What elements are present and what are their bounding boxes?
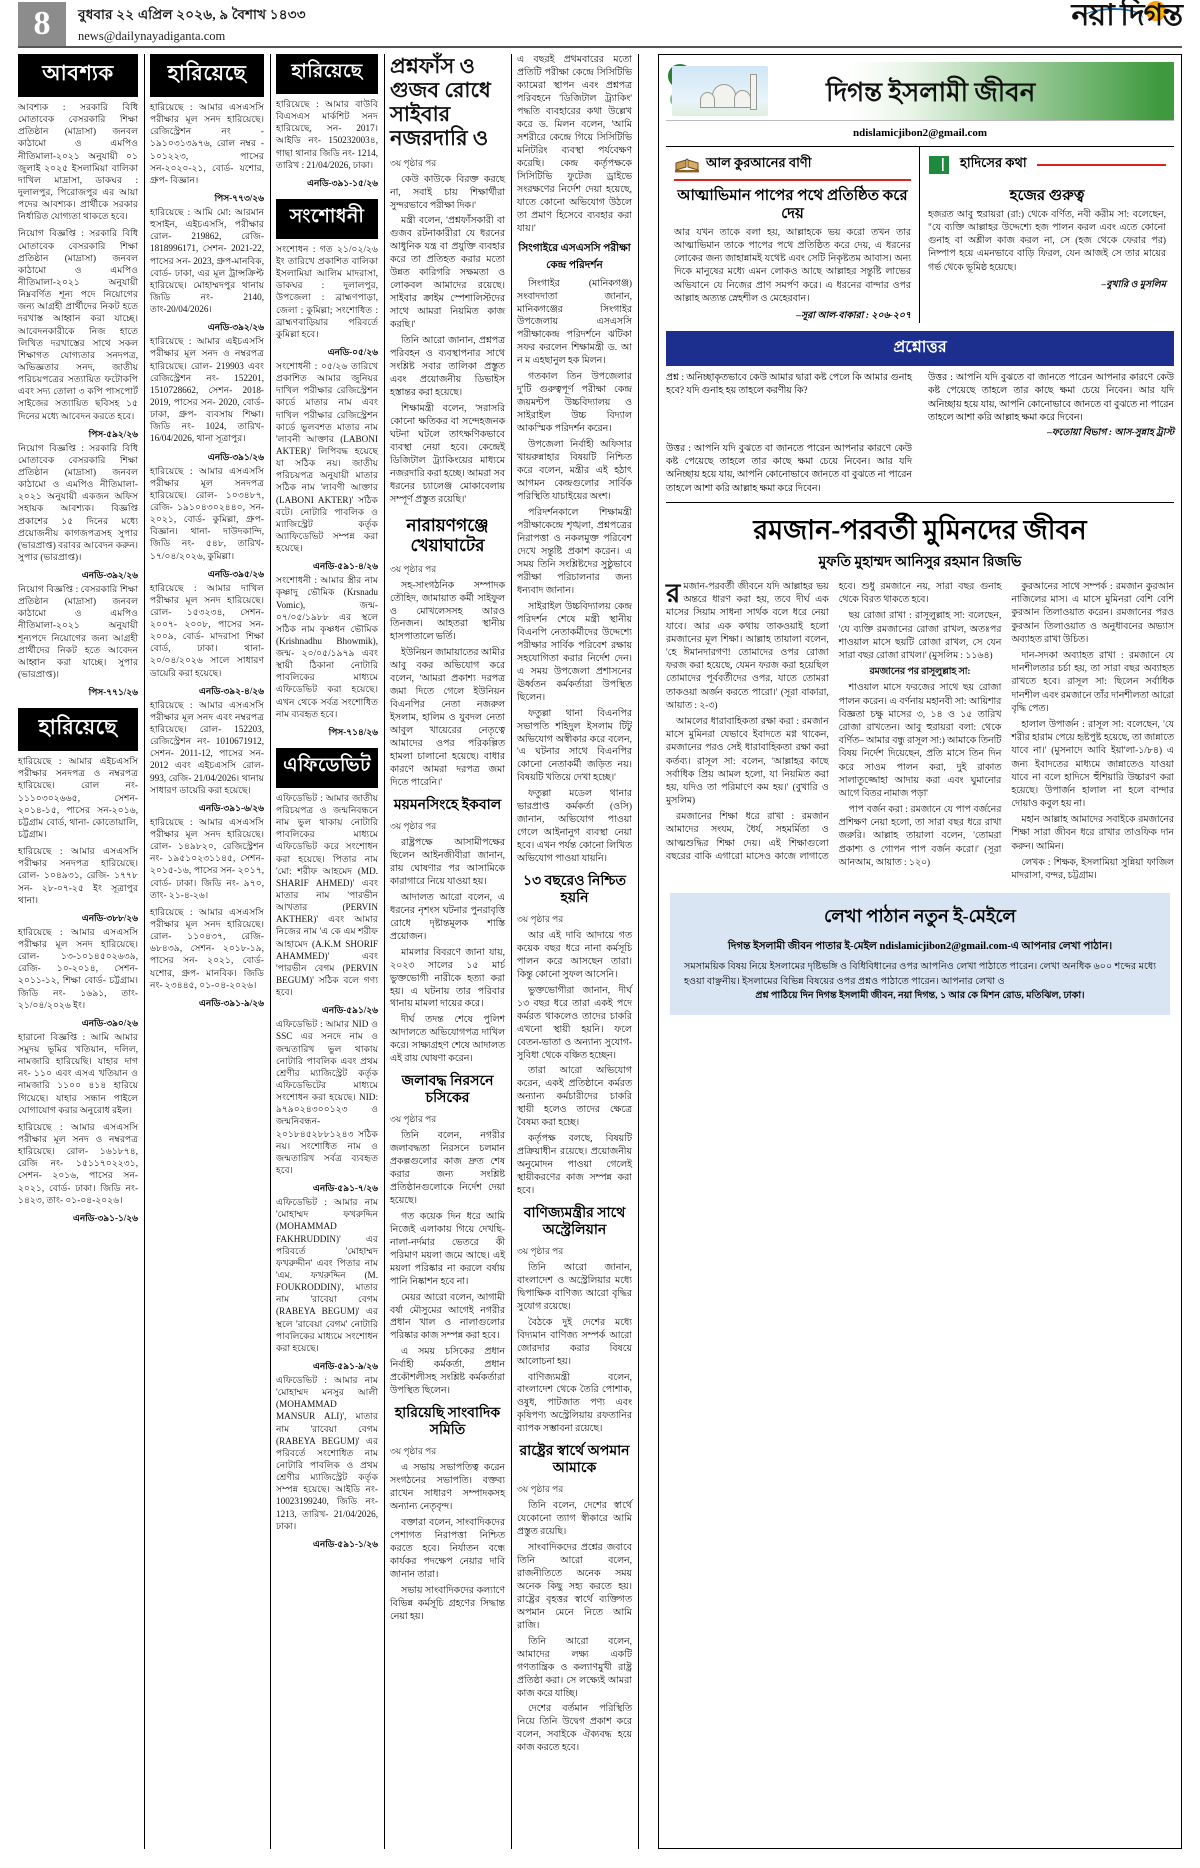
article-para: এ সময় চসিকের প্রধান নির্বাহী কর্মকর্তা, প্রধান প্রকৌশলীসহ সংশ্লিষ্ট কর্মকর্তারা উপস্থিত ছিলেন। — [390, 1347, 505, 1397]
article-para: সাংবাদিকদের প্রশ্নের জবাবে তিনি আরো বলেন, রাজনীতিতে অনেক সময় অনেক কিছু সহ্য করতে হয়। রাষ্ট্রের বৃহত্তর স্বার্থে ব্যক্তিগত অপমান মেনে নিতে আমি রাজি। — [517, 1542, 632, 1631]
classified-heading-hariyeche-1: হারিয়েছে — [150, 54, 264, 97]
column-rule-1 — [144, 54, 145, 1849]
article-para: রমজান-পরবর্তী জীবনে যদি আল্লাহর ভয় অন্তরে ধারণ করা হয়, তবে দীর্ঘ এক মাসের সিয়াম সাধনা সার্থক বলে ধরে নেয়া যাবে। আর এক কথায় তাকওয়াই হলো রমজানের মূল শিক্ষা। আল্লাহ তায়ালা বলেন, 'হে ঈমানদারগণ! তোমাদের ওপর রোজা ফরজ করা হয়েছে, যেমন ফরজ করা হয়েছিল তোমাদের পূর্ববর্তীদের ওপর, যাতে তোমরা তাকওয়া অর্জন করতে পারো।' (সূরা বাকারা, আয়াত : ২-৩) — [666, 579, 829, 711]
article-para: তিনি আরো বলেন, আমাদের লক্ষ্য একটি গণতান্ত্রিক ও কল্যাণমুখী রাষ্ট্র প্রতিষ্ঠা করা। সে লক্ষ্যেই আমরা কাজ করে যাচ্ছি। — [517, 1636, 632, 1699]
article-headline-rashtra: রাষ্ট্রের স্বার্থে অপমান আমাকে — [519, 1444, 630, 1477]
masthead — [0, 0, 1200, 48]
ad-item: হারিয়েছে : আমার দাখিল পরীক্ষার মূল সনদ হারিয়েছে। রোল- ১৫৩২৩৪, সেশন- ২০০৭- ২০০৮, পাসের সন- ২০০৯, বোর্ড- মাদরাসা শিক্ষা বোর্ড, ঢাকা। থানা- ২০/০৪/২০২৬ সালে সাধারণ ডায়েরি করা হয়েছে। — [150, 582, 264, 678]
ad-list-3b — [276, 243, 378, 740]
ad-ref: এনডি-৫৯১-৯/২৬ — [313, 1360, 378, 1371]
article-headline-journalist: হারিয়েছি সাংবাদিক সমিতি — [394, 1406, 501, 1439]
article-headline-cyber: প্রশ্নফাঁস ও গুজব রোধে সাইবার নজরদারি ও — [390, 54, 491, 151]
mosque-photo-icon — [672, 66, 768, 116]
qa-source: –ফতোয়া বিভাগ : আস-সুন্নাহ ট্রাস্ট — [1047, 428, 1174, 439]
ad-list-1 — [18, 101, 138, 700]
ad-item: হারিয়েছে : আমার এসএসসি পরীক্ষার মূল সনদ হারিয়েছে। রোল- ১৩-১০১৪৫০২৬৩৯, রেজি- ১০-২০১৪, সেশন- ২০১১-১২, শিক্ষা বোর্ড- চট্টগ্রাম। জিডি নং- ১৬৯১, তাং- ২১/০৪/২০২৬ ইং। — [18, 926, 138, 1010]
article-para: ভুক্তভোগীরা জানান, দীর্ঘ ১৩ বছর ধরে তারা একই পদে কর্মরত থাকলেও তাদের চাকরি এখনো স্থায়ী হয়নি। ফলে বেতন-ভাতা ও অন্যান্য সুযোগ-সুবিধা থেকে বঞ্চিত হচ্ছেন। — [517, 985, 632, 1061]
article-separator — [666, 502, 1174, 503]
qa-spacer — [920, 443, 1174, 496]
article-para: কর্তৃপক্ষ বলছে, বিষয়টি প্রক্রিয়াধীন রয়েছে। প্রয়োজনীয় অনুমোদন পাওয়া গেলেই স্থায়ীকরণের কাজ সম্পন্ন করা হবে। — [517, 1134, 632, 1197]
islamic-panel-email: ndislamicjibon2@gmail.com — [666, 121, 1174, 147]
ad-item: হারিয়েছে : আমার এসএসসি পরীক্ষার মূল সনদপত্র হারিয়েছে। রোল- ১০৩৪৮৭, রেজি- ১৯১০৪৩০২৪৪০, সন- ২০২১, বোর্ড- কুমিল্লা, গ্রুপ- বিজ্ঞান। থানা- দাউদকান্দি, জিডি নং- ৫৪৮, তারিখ- ১৭/০৪/২০২৬, কুমিল্লা। — [150, 465, 264, 561]
quran-body: আর যখন তাকে বলা হয়, আল্লাহকে ভয় করো তখন তার আত্মাভিমান তাকে পাপের পথে প্রতিষ্ঠিত করে দেয়, এ ধরনের লোকের জন্য জাহান্নামই যথেষ্ট এবং সেটি নিকৃষ্টতম আবাস। অন্য দিকে মানুষের মধ্যে এমন লোকও আছে আল্লাহর সন্তুষ্টি লাভের অভিযানে যে নিজের প্রাণ সমর্পণ করে। এ ধরনের বান্দার ওপর আল্লাহ অত্যন্ত স্নেহশীল ও মেহেরবান। — [674, 228, 911, 304]
article-para: সাইরাইল উচ্চবিদ্যালয় কেন্দ্র পরিদর্শন শেষে মন্ত্রী স্থানীয় বিএনপি নেতাকর্মীদের উদ্দেশ্যে পরীক্ষার সার্বিক পরিবেশ রক্ষায় সহযোগিতা করার নির্দেশ দেন। এ সময় উপজেলা প্রশাসনের ঊর্ধ্বতন কর্মকর্তারা উপস্থিত ছিলেন। — [517, 601, 632, 703]
ad-ref: এনডি-৩৮৮/২৬ — [81, 912, 138, 923]
qa-section-bar: প্রশ্নোত্তর — [666, 331, 1174, 366]
ad-item: হারানো বিজ্ঞপ্তি : আমি আমার সমুদয় ভূমির খতিয়ান, দলিল, নামজারি হারিয়েছি। যাহার দাগ নং- ১১০ এবং এসএ খতিয়ান ও নামজারি ১১০০ ৪১৪ হারিয়ে গিয়েছে। যাহার সন্ধান পাইলে যোগাযোগ করার অনুরোধ রইল। — [18, 1031, 138, 1115]
hadith-body: হজরত আবু হুরায়রা (রা:) থেকে বর্ণিত, নবী করীম সা: বলেছেন, "যে ব্যক্তি আল্লাহর উদ্দেশ্যে হজ পালন করল এবং এতে কোনো গুনাহ বা অশ্লীল কাজ করল না, সে (হজ থেকে ফেরার পর) নিষ্পাপ হয়ে এমনভাবে বাড়ি ফিরল, যেন আজই সে তার মায়ের গর্ভ থেকে ভূমিষ্ঠ হয়েছে। — [928, 210, 1166, 273]
islamic-panel-inner — [666, 62, 1174, 1015]
ad-item: হারিয়েছে : আমার এসএসসি পরীক্ষার মূল সনদ এবং নম্বরপত্র হারিয়েছে। রোল- 152203, রেজিস্ট্রেশন নং- 1010671912, সেশন- 2011-12, পাসের সন- 2012 এবং এইচএসসি রোল- 993, রেজি- 21/04/2026। থানায় সাধারণ ডায়েরি করা হয়েছে। — [150, 699, 264, 795]
quran-rule — [674, 179, 911, 181]
article-para: মহান আল্লাহ আমাদের সবাইকে রমজানের শিক্ষা সারা জীবন ধরে রাখার তাওফিক দান করুন। আমিন। — [1011, 815, 1174, 852]
hadith-rule — [928, 179, 1166, 181]
page-body — [18, 54, 1182, 1854]
ad-item: এফিডেভিট : আমার নাম 'মোহাম্মদ ফখরুদ্দিন (MOHAMMAD FAKHRUDDIN)' এর পরিবর্তে 'মোহাম্মদ ফখরুদ্দীন' এবং পিতার নাম 'এম. ফখরুদ্দিন (M. FOUKRODDIN)', মাতার নাম 'রাবেয়া বেগম (RABEYA BEGUM)' এর স্থলে 'রাবেয়া বেগম' নোটারি পাবলিকের মাধ্যমে সংশোধন করা হয়েছে। — [276, 1197, 378, 1353]
ad-item: সংশোধনী : ০৫/২৬ তারিখে প্রকাশিত আমার জুনিয়র দাখিল পরীক্ষার রেজিস্ট্রেশন কার্ডে মাতার নাম এবং দাখিল পরীক্ষার রেজিস্ট্রেশন কার্ডে ভুলবশত মাতার নাম 'লাবনী আক্তার (LABONI AKTER)' লিপিবদ্ধ হয়েছে যা সঠিক নয়। জাতীয় পরিচয়পত্র অনুযায়ী মাতার সঠিক নাম 'লাবণী আক্তার (LABONI AKTER)' সঠিক বটে। নোটারি পাবলিক ও ম্যাজিস্ট্রেট কর্তৃক অ্যাফিডেভিট সম্পন্ন করা হয়েছে। — [276, 360, 378, 554]
ad-item: সংশোধন : গত ২১/০২/২৬ ইং তারিখে প্রকাশিত বালিকা ইসলামিয়া আলিম মাদরাসা, ডাকঘর : দুলালপুর, উপজেলা : ব্রাহ্মণপাড়া, জেলা : কুমিল্লা; সংশোধিত : ব্রাহ্মণবাড়িয়ার পরিবর্তে কুমিল্লা হবে। — [276, 243, 378, 339]
article-para: মন্ত্রী বলেন, 'প্রশ্নফাঁসকারী বা গুজব রটনাকারীরা যে ধরনের আধুনিক যন্ত্র বা প্রযুক্তি ব্যবহার করে তা প্রতিহত করার মতো উন্নত কারিগরি সক্ষমতা ও লোকবল আমাদের রয়েছে। সাইবার ক্রাইম স্পেশালিস্টদের সাথে আমরা নিয়মিত কাজ করছি।' — [390, 216, 505, 331]
article-para: তিনি বলেন, দেশের স্বার্থে যেকোনো ত্যাগ স্বীকারে আমি প্রস্তুত রয়েছি। — [517, 1500, 632, 1537]
quran-label: আল কুরআনের বাণী — [706, 155, 812, 170]
column-rule-5 — [638, 54, 639, 1849]
classified-heading-shongshodhoni: সংশোধনী — [276, 199, 378, 239]
article-subhead: রমজানের পর রাসূলুল্লাহ সা: — [869, 667, 971, 678]
contact-email: news@dailynayadiganta.com — [78, 29, 226, 43]
ad-ref: এনডি-৩৯২/২৬ — [81, 570, 138, 581]
ad-item: হারিয়েছে : আমি মো: আরমান হুসাইন, এইচএসসি, পরীক্ষার রোল- 219862, রেজি- 1818996171, সেশন- 2021-22, পাসের সন- 2023, গ্রুপ-মানবিক, বোর্ড- ঢাকা, এর মূল ট্রান্সক্রিপ্ট হারিয়েছে। মোহাম্মদপুর থানায় জিডি নং- 2140, তাং-20/04/2026। — [150, 206, 264, 315]
submission-line-2: সমসাময়িক বিষয় নিয়ে ইসলামের দৃষ্টিভঙ্গি ও বিধিবিধানের ওপর আপনিও লেখা পাঠাতে পারেন। লেখা অনধিক ৬০০ শব্দের মধ্যে হওয়া বাঞ্ছনীয়। ইসলামের বিভিন্ন বিষয়ের ওপর প্রশ্নও পাঠাতে পারেন। আপনার লেখা ও — [684, 961, 1156, 987]
jump-line: ৩য় পৃষ্ঠার পর — [517, 1483, 564, 1494]
ad-list-2 — [150, 101, 264, 1011]
ad-ref: এনডি-৩৯১-১৫/২৬ — [307, 177, 378, 188]
article-para: রাষ্ট্রপক্ষে আসামীপক্ষের ছিলেন আইনজীবীরা জানান, রায় ঘোষণার পর আসামিকে কারাগারে নিয়ে যাওয়া হয়। — [390, 837, 505, 887]
qa-answer: উত্তর : আপনি যদি বুঝতে বা জানতে পারেন আপনার কারণে কেউ কষ্ট পেয়েছে তাহলে তার কাছে ক্ষমা চেয়ে নিবেন। আর যদি অনিচ্ছায় হয়ে যায়, আপনি কোনোভাবে জানতে বা বুঝতে না পারেন তাহলে আশা করি আল্লাহ ক্ষমা করে দিবেন। — [928, 372, 1174, 423]
ad-item: নিয়োগ বিজ্ঞপ্তি : সরকারি বিধি মোতাবেক বেসরকারি শিক্ষা প্রতিষ্ঠান (মাদ্রাসা) জনবল কাঠামো ও এমপিও নীতিমালা- ২০২১ অনুযায়ী একজন অফিস সহায়ক আবশ্যক। বিজ্ঞপ্তি প্রকাশের ১৫ দিনের মধ্যে প্রয়োজনীয় কাগজপত্রসহ সুপার (ভারপ্রাপ্ত) বরাবর আবেদন করুন। সুপার (ভারপ্রাপ্ত)। — [18, 442, 138, 562]
islamic-article-title: রমজান-পরবর্তী মুমিনদের জীবন — [753, 515, 1087, 546]
ad-item: এফিডেভিট : আমার NID ও SSC এর সনদে নাম ও জন্মতারিখ ভুল থাকায় নোটারি পাবলিক এবং প্রথম শ্রেণীর ম্যাজিস্ট্রেট কর্তৃক এফিডেভিটের মাধ্যমে সংশোধন করা হয়েছে। NID: ৯৭৯০২৪৩০০১২৩ ও জন্মনিবন্ধন- ২০১৮৪৫২৮৮১২৪৩ সঠিক নয়। সংশোধিত নাম ও জন্মতারিখ সর্বত্র ব্যবহৃত হবে। — [276, 1019, 378, 1175]
hadith-label: হাদিসের কথা — [960, 155, 1027, 170]
article-para: ইউনিয়ন জামায়াতের আমীর আবু বকর অভিযোগ করে বলেন, 'আমরা প্রকাশ্য দরপত্র জমা দিতে গেলে ইউনিয়ন বিএনপির নেতা নজরুল ইসলাম, হালিম ও যুবদল নেতা আবুল খায়েরের নেতৃত্বে আমাদের ওপর পরিকল্পিত হামলা চালানো হয়েছে। বাধার কারণে আমরা দরপত্র জমা দিতে পারেনি।' — [390, 648, 505, 789]
ad-item: নিয়োগ বিজ্ঞপ্তি : সরকারি বিধি মোতাবেক বেসরকারি শিক্ষা প্রতিষ্ঠান (মাদ্রাসা) জনবল কাঠামো ও এমপিও নীতিমালা-২০২১ অনুযায়ী নিম্নবর্ণিত শূন্য পদে নিয়োগের জন্য আগ্রহী প্রার্থীদের নিকট হতে দরখাস্ত আহ্বান করা যাচ্ছে। আবেদনকারীকে নিজ হাতে লিখিত দরখাস্তের সাথে সকল শিক্ষাগত যোগ্যতার সনদপত্র, অভিজ্ঞতার সনদ, জাতীয় পরিচয়পত্রের সত্যায়িত ফটোকপি এবং সদ্য তোলা ৩ কপি পাসপোর্ট সাইজের সত্যায়িত ছবিসহ ১৫ দিনের মধ্যে আবেদন করতে হবে। — [18, 228, 138, 421]
quran-section-title — [674, 154, 911, 175]
submission-line-1: দিগন্ত ইসলামী জীবন পাতার ই-মেইল ndislamicjibon2@gmail.com-এ আপনার লেখা পাঠান। — [727, 941, 1113, 953]
article-para: দান-সদকা অব্যাহত রাখা : রমজানে যে দানশীলতার চর্চা হয়, তা সারা বছর অব্যাহত রাখতে হবে। রাসূল সা: ছিলেন সর্বাধিক দানশীল এবং রমজানে তাঁর দানশীলতা আরো বৃদ্ধি পেত। — [1011, 651, 1174, 714]
ad-item: নিয়োগ বিজ্ঞপ্তি : বেসরকারি শিক্ষা প্রতিষ্ঠান (মাদ্রাসা) জনবল কাঠামো ও এমপিও নীতিমালা-২০২১ অনুযায়ী শূন্যপদে নিয়োগের জন্য আগ্রহী প্রার্থীদের নিকট হতে আবেদন আহ্বান করা যাচ্ছে। সুপার (ভারপ্রাপ্ত)। — [18, 584, 138, 680]
ad-item: এফিডেভিট : আমার জাতীয় পরিচয়পত্র ও জন্মনিবন্ধনে নাম ভুল থাকায় নোটারি পাবলিকের মাধ্যমে এফিডেভিট করে সংশোধন করা হয়েছে। পিতার নাম 'মো: শরীফ আহমেদ (MD. SHARIF AHMED)' এবং মাতার নাম 'পারভীন আখতার (PERVIN AKTHER)' এবং আমার নিজের নাম 'এ কে এম শরীফ আহামেদ (A.K.M SHORIF AHAMMED)' এবং 'পারভীন বেগম (PERVIN BEGUM)' সঠিক বলে গণ্য হবে। — [276, 792, 378, 998]
jump-line: ৩য় পৃষ্ঠার পর — [517, 1245, 564, 1256]
article-para: বাণিজ্যমন্ত্রী বলেন, বাংলাদেশ থেকে তৈরি পোশাক, ওষুধ, পাটজাত পণ্য এবং কৃষিপণ্য অস্ট্রেলিয়ায় রফতানির ব্যাপক সম্ভাবনা রয়েছে। — [517, 1372, 632, 1435]
article-para: আর এই দাবি আদায়ে গত কয়েক বছর ধরে নানা কর্মসূচি পালন করে আসছেন তারা। কিন্তু কোনো সুফল আসেনি। — [517, 930, 632, 980]
column-rule-4 — [511, 54, 512, 1849]
jump-line: ৩য় পৃষ্ঠার পর — [390, 563, 437, 574]
article-para: তিনি আরো জানান, প্রশ্নপত্র পরিবহন ও ব্যবস্থাপনার সাথে সংশ্লিষ্ট সবার তালিকা প্রস্তুত এবং প্রয়োজনীয় ডিভাইস হস্তান্তর করা হয়েছে। — [390, 336, 505, 399]
ad-item: আবশ্যক : সরকারি বিধি মোতাবেক বেসরকারি শিক্ষা প্রতিষ্ঠান (মাদ্রাসা) জনবল কাঠামো ও এমপিও নীতিমালা-২০২১ অনুযায়ী ০১ জুলাই ২০২৫ ইসলামিয়া বালিকা দাখিল মাদ্রাসা, ডাকঘর : দুলালপুর, পিরোজপুর এর আয়া পদের আবশ্যক। প্রার্থীকে সরকার নির্ধারিত যোগ্যতা থাকতে হবে। — [18, 102, 138, 222]
article-byline-note: লেখক : শিক্ষক, ইসলামিয়া সুন্নিয়া ফাজিল মাদরাসা, বন্দর, চট্টগ্রাম। — [1011, 857, 1174, 882]
article-para: সভায় সাংবাদিকদের কল্যাণে বিভিন্ন কর্মসূচি গ্রহণের সিদ্ধান্ত নেয়া হয়। — [390, 1585, 505, 1622]
ad-ref: এনডি-৩৯০/২৬ — [81, 1017, 138, 1028]
ad-item: হারিয়েছে : আমার এসএসসি পরীক্ষার মূল সনদ হারিয়েছে। রেজিস্ট্রেশন নং - ১৯১০৩১৩৯৭৬, রোল নম্বর - ১০১২২৩, পাসের সন-২০২০-২১, বোর্ড- যশোর, গ্রুপ- বিজ্ঞান। — [150, 102, 264, 185]
jump-line: ৩য় পৃষ্ঠার পর — [390, 1445, 437, 1456]
qa-section-cont — [666, 443, 1174, 496]
article-para: মেয়র আরো বলেন, আগামী বর্ষা মৌসুমের আগেই নগরীর প্রধান খাল ও নালাগুলোর পরিষ্কার কাজ সম্পন্ন করা হবে। — [390, 1292, 505, 1342]
masthead-rule — [18, 46, 1182, 48]
classified-heading-hariyeche-2: হারিয়েছে — [18, 708, 138, 751]
column-rule-2 — [270, 54, 271, 1849]
article-para: কেউ কাউকে বিরক্ত করছে না, সবাই চায় শিক্ষার্থীরা সুন্দরভাবে পরীক্ষা দিক।' — [390, 174, 505, 211]
newspaper-logo — [1071, 0, 1182, 42]
mosque-crescent-icon — [928, 155, 954, 175]
ad-ref: এনডি-৩৯১-৬/২৬ — [199, 802, 264, 813]
classified-heading-affidavit: এফিডেভিট — [276, 748, 378, 788]
article-para: সহ-সাংগঠনিক সম্পাদক তৌহিদ, জামায়াত কর্মী সাইফুল ও মোখলেসসহ আরও তিনজন। আহতরা স্থানীয় হাসপাতালে ভর্তি। — [390, 580, 505, 643]
article-para: শাওয়াল মাসে ফরজের সাথে ছয় রোজা পালন করেন। এ বর্ণনায় মহানবী সা: আয়িশার বিজ্ঞতা চক্ষু মাসের ৩, ১৪ ও ১৫ তারিখ রোজা রাখতেন। আবু হুরায়রা বলা: থেকে বর্ণিত– আমার বন্ধু রাসূল সা:) আমাকে তিনটি বিষয় নির্দেশ দিয়েছেন, প্রতি মাসে তিন দিন করে সাওম পালন করা, দুই রাকাত সালাতুজ্জোহা আদায় করা এবং ঘুমানোর আগে বিতর নামাজ পড়া' — [838, 683, 1002, 799]
submission-box — [670, 893, 1170, 1015]
qa-answer-cont: উত্তর : আপনি যদি বুঝতে বা জানতে পারেন আপনার কারণে কেউ কষ্ট পেয়েছে তাহলে তার কাছে ক্ষমা চেয়ে নিবেন। আর যদি অনিচ্ছায় হয়ে যায়, আপনি কোনোভাবে জানতে বা বুঝতে না পারেন তাহলে আশা করি আল্লাহ ক্ষমা করে দিবেন। — [666, 443, 912, 494]
submission-line-3: প্রশ্ন পাঠিয়ে দিন দিগন্ত ইসলামী জীবন, নয়া দিগন্ত, ১ আর কে মিশন রোড, মতিঝিল, ঢাকা। — [755, 989, 1085, 1001]
article-para: মামলার বিবরণে জানা যায়, ২০২৩ সালের ১৫ মার্চ ভুক্তভোগী নারীকে হত্যা করা হয়। এ ঘটনায় তার পরিবার থানায় মামলা দায়ের করে। — [390, 947, 505, 1010]
classified-column-1 — [18, 54, 138, 1226]
article-para: উপজেলা নির্বাহী অফিসার খায়রুন্নাহার বিষয়টি নিশ্চিত করে বলেন, মন্ত্রীর এই হঠাৎ আগমন কেন্দ্রগুলোর সার্বিক পরিস্থিতি যাচাইয়ের অংশ। — [517, 440, 632, 503]
article-para: এ বছরই প্রথমবারের মতো প্রতিটি পরীক্ষা কেন্দ্রে সিসিটিভি ক্যামেরা স্থাপন এবং প্রশ্নপত্র পরিবহনে 'ডিজিটাল ট্র্যাকিং' পদ্ধতি ব্যবহারের কথা উল্লেখ করে ড. মিলন বলেন, 'আমি সশরীরে কেন্দ্রে গিয়ে সিসিটিভি মনিটরিং ব্যবস্থা পর্যবেক্ষণ করেছি। কেন্দ্র কর্তৃপক্ষকে সিসিটিভি ফুটেজ ড্রাইভে সংরক্ষণের নির্দেশ দেয়া হয়েছে, যাতে কোনো অভিযোগ উঠলে তা প্রমাণ হিসেবে ব্যবহার করা যায়।' — [517, 55, 632, 234]
article-para: গতকাল তিন উপজেলার দু'টি গুরুত্বপূর্ণ পরীক্ষা কেন্দ্র জয়মন্টপ উচ্চবিদ্যালয় ও সাইরাইল উচ্চ বিদ্যাল আকস্মিক পরিদর্শন করেন। — [517, 372, 632, 435]
news-column-1 — [390, 54, 505, 1627]
publication-date: বুধবার ২২ এপ্রিল ২০২৬, ৯ বৈশাখ ১৪৩৩ — [78, 7, 306, 22]
article-para: ছয় রোজা রাখা : রাসূলুল্লাহ সা: বলেছেন, 'যে ব্যক্তি রমজানের রোজা রাখল, অতঃপর শাওয়াল মাসে ছয়টি রোজা রাখল, সে যেন সারা বছর রোজা রাখল।' (মুসলিম : ১১৬৪) — [838, 611, 1002, 662]
news-column-2 — [517, 54, 632, 1758]
ad-ref: পিস-৭৭১/২৬ — [88, 687, 138, 698]
islamic-life-panel — [658, 54, 1182, 1849]
article-para: তিনি বলেন, নগরীর জলাবদ্ধতা নিরসনে চলমান প্রকল্পগুলোর কাজ দ্রুত শেষ করার জন্য সংশ্লিষ্ট প্রতিষ্ঠানগুলোকে নির্দেশ দেয়া হয়েছে। — [390, 1130, 505, 1206]
ad-ref: এনডি-৩৯১-৯/২৬ — [199, 997, 264, 1008]
article-headline-13-years: ১৩ বছরেও নিশ্চিত হয়নি — [522, 874, 627, 906]
qa-section — [666, 372, 1174, 441]
classified-heading-abashyak: আবশ্যক — [18, 54, 138, 97]
article-para: ফতুল্লা মডেল থানার ভারপ্রাপ্ত কর্মকর্তা (ওসি) জানান, অভিযোগ পাওয়া গেলে আইনানুগ ব্যবস্থা নেয়া হবে। এখন পর্যন্ত কোনো লিখিত অভিযোগ পাওয়া যায়নি। — [517, 789, 632, 865]
islamic-panel-title: দিগন্ত ইসলামী জীবন — [826, 78, 1036, 107]
classified-heading-hariyeche-3: হারিয়েছে — [276, 54, 378, 94]
article-para: শিক্ষামন্ত্রী বলেন, 'সরাসরি কোনো ক্ষতিকর বা সন্দেহজনক ঘটনা ঘটলে তাৎক্ষণিকভাবে ব্যবস্থা নেয়া হবে। কেন্দ্রেই ডিজিটাল ট্র্যাকিংয়ের মাধ্যমে নজরদারি করা হচ্ছে। আমরা সব ধরনের চ্যালেঞ্জ মোকাবেলায় সম্পূর্ণ প্রস্তুত রয়েছি।' — [390, 404, 505, 505]
submission-title: লেখা পাঠান নতুন ই-মেইলে — [824, 906, 1016, 927]
islamic-panel-banner — [666, 62, 1174, 121]
islamic-article-author: মুফতি মুহাম্মদ আনিসুর রহমান রিজভি — [818, 555, 1022, 571]
ad-item: হারিয়েছে : আমার এসএসসি পরীক্ষার মূল সনদ হারিয়েছে। রোল- ১৪৯৮২০, রেজিস্ট্রেশন নং- ১৯৫১০২৩১১৪৫, সেশন- ২০১৫-১৬, পাসের সন- ২০১৭, বোর্ড- ঢাকা। জিডি নং- ৯৭০, তাং- ২১-৪-২৬। — [150, 816, 264, 900]
ad-ref: এনডি-৩৯১/২৬ — [207, 451, 264, 462]
article-para: সিংগাইর (মানিকগঞ্জ) সংবাদদাতা জানান, মানিকগঞ্জের সিংগাইর উপজেলায় এসএসসি পরীক্ষাকেন্দ্র পরিদর্শনে ঝটিকা সফর করলেন শিক্ষামন্ত্রী ড. আ ন ম এহছানুল হক মিলন। — [517, 278, 632, 367]
column-rule-3 — [384, 54, 385, 1849]
ad-ref: এনডি-৩৯২/২৬ — [207, 322, 264, 333]
ad-item: হারিয়েছে : আমার এইচএসসি পরীক্ষার সনদপত্র ও নম্বরপত্র হারিয়েছে। রোল নং- ১১১০৩০২৬৬৫, সেশন- ২০১৪-১৫, পাসের সন-২০১৬, চট্টগ্রাম বোর্ড, থানা- কোতোয়ালি, চট্টগ্রাম। — [18, 756, 138, 840]
ad-ref: এনডি-৫৯১-৪/২৬ — [313, 561, 378, 572]
hadith-title-line — [1037, 164, 1166, 166]
ad-ref: এনডি-৫৯১/২৬ — [321, 1005, 378, 1016]
jump-line: ৩য় পৃষ্ঠার পর — [517, 913, 564, 924]
article-para: পাপ বর্জন করা : রমজানে যে পাপ বর্জনের প্রশিক্ষণ নেয়া হলো, তা সারা বছর ধরে রাখা জরুরি। আল্লাহ তায়ালা বলেন, 'তোমরা প্রকাশ্য ও গোপন পাপ বর্জন করো।' (সূরা আনআম, আয়াত : ১২০) — [838, 805, 1002, 868]
hadith-heading: হজের গুরুত্ব — [1009, 188, 1085, 204]
qa-answer-wrap — [920, 372, 1174, 441]
ad-ref: এনডি-৩৯১-১/২৬ — [73, 1212, 138, 1223]
article-para: রমজানের শিক্ষা ধরে রাখা : রমজান আমাদের সংযম, ধৈর্য, সহমর্মিতা ও আত্মশুদ্ধির শিক্ষা দেয়। এই শিক্ষাগুলো বছরের বাকি এগারো মাসেও কাজে লাগাতে হবে। শুধু রমজানে নয়, সারা বছর গুনাহ থেকে বিরত থাকতে হবে। — [666, 582, 1002, 862]
ad-ref: এনডি-৫৯১-৭/২৬ — [313, 1183, 378, 1194]
article-para: বৈঠকে দুই দেশের মধ্যে বিদ্যমান বাণিজ্য সম্পর্ক আরো জোরদার করার বিষয়ে আলোচনা হয়। — [517, 1317, 632, 1367]
article-headline-mymensingh: ময়মনসিংহে ইকবাল — [393, 798, 502, 814]
classified-column-2 — [150, 54, 264, 1011]
ad-list-1b — [18, 755, 138, 1226]
ad-item: হারিয়েছে : আমার এইচএসসি পরীক্ষার মূল সনদ ও নম্বরপত্র হারিয়েছে। রোল- 219903 এবং রেজিস্ট্রেশন নং- 152201, 1510728662, সেশন- 2018-2019, পাসের সন- 2020, বোর্ড- ঢাকা, গ্রুপ- ব্যবসায় শিক্ষা। জিডি নং- 1024, তারিখ- 16/04/2026, থানা সূত্রাপুর। — [150, 336, 264, 444]
article-para: দেশের বর্তমান পরিস্থিতি নিয়ে তিনি উদ্বেগ প্রকাশ করে বলেন, সবাইকে ঐক্যবদ্ধ হয়ে কাজ করতে হবে। — [517, 1704, 632, 1754]
article-para: দীর্ঘ তদন্ত শেষে পুলিশ আদালতে অভিযোগপত্র দাখিল করে। সাক্ষ্যগ্রহণ শেষে আদালত এই রায় ঘোষণা করেন। — [390, 1015, 505, 1065]
ad-item: হারিয়েছে : আমার এসএসসি পরীক্ষার মূল সনদ ও নম্বরপত্র হারিয়েছে। রোল- ১৬১৮৭৪, রেজি নং- ১৫১১৭০২২৩১, সেশন- ২০১৬, পাসের সন- ২০২১, বোর্ড- ঢাকা। জিডি নং- ১৪২৩, তাং- ০১-০৪-২০২৬। — [18, 1121, 138, 1205]
article-para: আমলের ধারাবাহিকতা রক্ষা করা : রমজান মাসে মুমিনরা যেভাবে ইবাদতে মগ্ন থাকেন, রমজানের পরও সেই ধারাবাহিকতা রক্ষা করা কর্তব্য। রাসূল সা: বলেন, 'আল্লাহর কাছে সর্বাধিক প্রিয় আমল হলো, যা নিয়মিত করা হয়, যদিও তা পরিমাণে কম হয়।' (বুখারি ও মুসলিম) — [666, 716, 829, 807]
article-headline-australian: বাণিজ্যমন্ত্রীর সাথে অস্ট্রেলিয়ান — [523, 1206, 626, 1238]
ad-ref: পিস-৭৭৩/২৬ — [214, 192, 264, 203]
quran-heading: আত্মাভিমান পাপের পথে প্রতিষ্ঠিত করে দেয় — [677, 188, 908, 222]
article-para: আদালত আরো বলেন, এ ধরনের নৃশংস ঘটনার পুনরাবৃত্তি রোধে দৃষ্টান্তমূলক শাস্তি প্রয়োজন। — [390, 892, 505, 942]
ad-item: হারিয়েছে : আমার এসএসসি পরীক্ষার সনদপত্র হারিয়েছে। রোল- ১০৪৯৩১, রেজি- ১৭৭৮ সন- ২৮-০৭-২৫ ইং সূত্রাপুর থানা। — [18, 846, 138, 905]
article-para: বক্তারা বলেন, সাংবাদিকদের পেশাগত নিরাপত্তা নিশ্চিত করতে হবে। নির্যাতন বন্ধে কার্যকর পদক্ষেপ নেয়ার দাবি জানান তারা। — [390, 1517, 505, 1580]
classified-column-3 — [276, 54, 378, 1552]
article-para: তিনি আরো জানান, বাংলাদেশ ও অস্ট্রেলিয়ার মধ্যে দ্বিপাক্ষিক বাণিজ্য আরো বৃদ্ধির সুযোগ রয়েছে। — [517, 1262, 632, 1312]
ad-ref: এনডি-০৫/২৬ — [327, 346, 378, 357]
article-headline-narayanganj: নারায়ণগঞ্জে খেয়াঘাটের — [406, 515, 489, 556]
article-para: ফতুল্লা থানা বিএনপির সভাপতি শহিদুল ইসলাম টিটু অভিযোগ অস্বীকার করে বলেন, 'এ ঘটনার সাথে বিএনপির কোনো নেতাকর্মী জড়িত নয়। বিষয়টি খতিয়ে দেখা হচ্ছে।' — [517, 708, 632, 784]
open-book-icon — [674, 155, 700, 175]
hadith-source: –বুখারি ও মুসলিম — [1101, 279, 1166, 290]
ad-ref: পিস-৭১৪/২৬ — [328, 726, 378, 737]
quran-hadith-row — [666, 147, 1174, 323]
qa-question: প্রশ্ন : অনিচ্ছাকৃতভাবে কেউ আমার দ্বারা কষ্ট পেলে কি আমার গুনাহ হবে? যদি গুনাহ হয় তাহলে করণীয় কি? — [666, 372, 912, 397]
article-subhead-singair: সিংগাইরে এসএসসি পরীক্ষা কেন্দ্র পরিদর্শন — [518, 242, 631, 271]
quran-section — [666, 147, 920, 323]
dateline — [78, 4, 306, 44]
ad-ref: পিস-৫৯২/২৬ — [88, 428, 138, 439]
ad-item: হারিয়েছে : আমার বাউবি বিএসএস মার্কশিট সনদ হারিয়েছে, সন- 2017। আইডি নং- 150232003৪, গাছা থানার জিডি নং- 1214, তারিখ : 21/04/2026, ঢাকা। — [276, 99, 378, 170]
hadith-section-title — [928, 154, 1166, 175]
hadith-section — [920, 147, 1174, 323]
ad-ref: এনডি-৩৯২-৪/২৬ — [199, 685, 264, 696]
ad-list-3a — [276, 98, 378, 191]
page-number: 8 — [18, 2, 66, 46]
jump-line: ৩য় পৃষ্ঠার পর — [390, 820, 437, 831]
ad-item: হারিয়েছে : আমার এসএসসি পরীক্ষার মূল সনদ হারিয়েছে। রোল- ১১০৪৩৭, রেজি- ৬৮৪৩৯, সেশন- ২০১৮-১৯, পাসের সন- ২০২১, বোর্ড- যশোর, গ্রুপ- মানবিক। জিডি নং- ২৩৪৪৫, ০১-০৪-২০২৬। — [150, 906, 264, 990]
article-para: কুরআনের সাথে সম্পর্ক : রমজান কুরআন নাজিলের মাস। এ মাসে মুমিনরা বেশি বেশি কুরআন তিলাওয়াত করেন। রমজানের পরও কুরআন তিলাওয়াত ও অনুধাবনের অভ্যাস অব্যাহত রাখা উচিত। — [1011, 582, 1174, 645]
article-para: এ সভায় সভাপতিত্ব করেন সংগঠনের সভাপতি। বক্তব্য রাখেন সাধারণ সম্পাদকসহ অন্যান্য নেতৃবৃন্দ। — [390, 1462, 505, 1512]
ad-item: এফিডেভিট : আমার নাম 'মোহাম্মদ মনসুর আলী (MOHAMMAD MANSUR ALI)', মাতার নাম 'রাবেয়া বেগম (RABEYA BEGUM)' এর পরিবর্তে সংশোধিত নাম নোটারি পাবলিক ও প্রথম শ্রেণীর ম্যাজিস্ট্রেট কর্তৃক সম্পন্ন হয়েছে। আইডি নং- 10023199240, জিডি নং- 1213, তারিখ- 21/04/2026, ঢাকা। — [276, 1374, 378, 1531]
quran-source: –সূরা আল-বাকারা : ২০৬-২০৭ — [796, 310, 911, 321]
ad-ref: এনডি-৫৯১-১/২৬ — [313, 1538, 378, 1549]
islamic-article-body — [666, 581, 1174, 883]
jump-line: ৩য় পৃষ্ঠার পর — [390, 1113, 437, 1124]
ad-list-3c — [276, 792, 378, 1552]
article-para: পরিদর্শনকালে শিক্ষামন্ত্রী পরীক্ষাকেন্দ্রে শৃঙ্খলা, প্রশ্নপত্রের নিরাপত্তা ও নকলমুক্ত পরিবেশ দেখে সন্তুষ্টি প্রকাশ করেন। এ সময় তিনি সংশ্লিষ্টদের সুষ্ঠুভাবে পরীক্ষা পরিচালনার জন্য ধন্যবাদ জানান। — [517, 508, 632, 596]
article-headline-chasik: জলাবদ্ধ নিরসনে চসিকের — [401, 1074, 494, 1107]
article-para: হালাল উপার্জন : রাসূল সা: বলেছেন, 'যে শরীর হারাম পেয়ে হৃষ্টপুষ্ট হয়েছে, তা জান্নাতে যাবে না।' (মুসনাদে আবি ইয়া'লা-১/৮৪) এ জন্য ইবাদতের মাধ্যমে জান্নাতেও যাওয়া যাবে না বলে হাদিসে হুঁশিয়ারি উচ্চারণ করা হয়েছে। উপার্জন হালাল না হলে বান্দার দোয়াও কবুল হয় না। — [1011, 719, 1174, 810]
ad-ref: এনডি-৩৯৫/২৬ — [207, 568, 264, 579]
logo-wordmark: নয়া দিগন্ত — [1071, 0, 1182, 32]
article-para: গত কয়েক দিন ধরে আমি নিজেই এলাকায় গিয়ে দেখছি- নালা-নর্দমার ভেতরে কী পরিমাণ ময়লা জমে আছে। এই ময়লা পরিষ্কার না করলে বর্ষায় পানি নিষ্কাশন হবে না। — [390, 1211, 505, 1287]
ad-item: সংশোধনী : আমার স্ত্রীর নাম কৃষ্ণাদু ভৌমিক (Krsnadu Vomic), জন্ম- ০৭/০৫/১৯৮৮ এর স্থলে সঠিক নাম কৃষ্ণধন ভৌমিক (Krishnadhu Bhowmik), জন্ম- ২০/০৫/১৯৭৯ এবং স্থায়ী ঠিকানা নোটারি পাবলিকের মাধ্যমে এফিডেভিট করা হয়েছে। এখন থেকে সর্বত্র সংশোধিত নাম ব্যবহৃত হবে। — [276, 575, 378, 719]
article-para: তারা আরো অভিযোগ করেন, একই প্রতিষ্ঠানে কর্মরত অন্যান্য কর্মচারীদের চাকরি স্থায়ী হলেও তাদের ক্ষেত্রে বৈষম্য করা হচ্ছে। — [517, 1066, 632, 1129]
jump-line: ৩য় পৃষ্ঠার পর — [390, 157, 437, 168]
